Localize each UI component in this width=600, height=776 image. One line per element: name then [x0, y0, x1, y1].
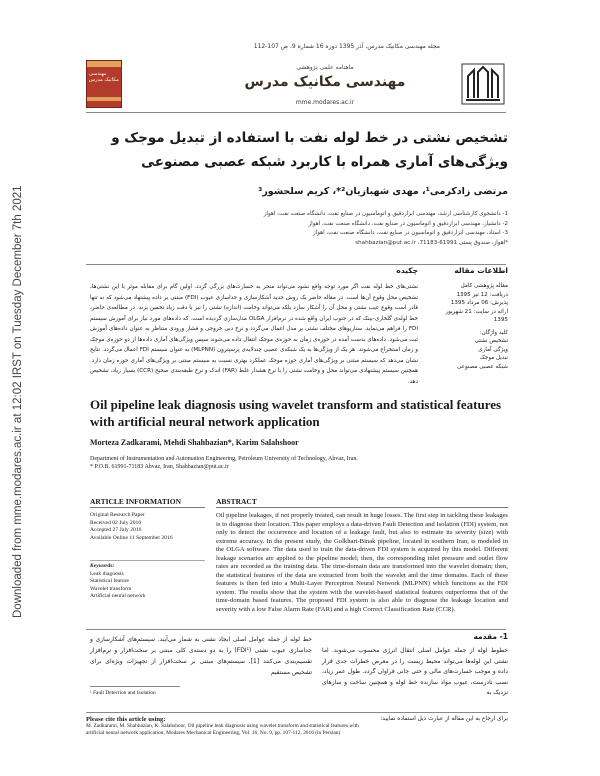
journal-citation-line: مجله مهندسی مکانیک مدرس، آذر 1395 دوره 16 شماره 9، ص 107-112	[253, 43, 440, 50]
english-info-line: Available Online 11 September 2016	[90, 534, 173, 541]
persian-affiliation-2: 2- دانشیار، مهندسی ابزاردقیق و اتوماسیون در صنایع نفت، دانشگاه صنعت نفت، اهواز	[308, 220, 508, 227]
persian-affiliation-3: 3- استاد، مهندسی ابزاردقیق و اتوماسیون در صنایع نفت، دانشگاه صنعت نفت، اهواز	[313, 230, 508, 236]
body-left-column-text: خط لوله از جمله عوامل اصلی ایجاد نشتی به شمار می‌آیند. سیستم‌های آشکارسازی و جداسازی عیوب نشتی (FDI¹) را به دو دسته‌ی کلی مبتنی بر سخت‌افزار و نرم‌افزار تقسیم‌بندی می‌کنند [1]. سیستم‌های مبتنی بر سخت‌افزار از تجهیزات ویژه‌ای برای تشخیص مستقیم	[90, 636, 312, 676]
english-authors: Morteza Zadkarami, Mehdi Shahbazian*, Karim Salahshoor	[90, 438, 299, 447]
persian-affiliations	[90, 210, 508, 248]
persian-keyword: تشخیص نشتی	[474, 338, 508, 344]
english-info-line: Received 02 July 2016	[90, 519, 142, 526]
english-address: * P.O.B. 61991-71183 Ahvaz, Iran, Shahbazian@put.ac.ir	[90, 464, 229, 470]
english-keyword: Leak diagnosis	[90, 570, 124, 577]
section-divider	[86, 264, 506, 265]
journal-type-label: ماهنامه علمی پژوهشی	[296, 64, 354, 71]
persian-article-info	[430, 282, 508, 371]
persian-abstract: نشتی‌های خط لوله نفت اگر مورد توجه واقع نشود می‌تواند منجر به خسارت‌های بزرگی گردد. اولین گام برای مقابله موثر با این نشتی‌ها، تشخیص محل وقوع آن‌ها است. در مقاله حاضر یک روش جدید آشکارسازی و جداسازی عیوب (FDI) مبتنی بر داده پیشنهاد می‌شود که نه تنها قادر است وقوع عیب نشتی و محل آن را آشکار سازد بلکه می‌تواند وخامت (اندازه) نشتی را نیز با دقت زیاد تخمین بزند. در مطالعه‌ی حاضر، خط لوله‌ی گلخاری-بینک که در جنوب ایران واقع شده در نرم‌افزار OLGA مدل‌سازی گردیده است. که داده‌های مورد نیاز برای آموزش سیستم FDI را فراهم می‌نماید. سناریوهای مختلف نشتی بر مدل اعمال می‌گردد و نرخ دبی خروجی و فشار ورودی متناظر به عنوان داده‌های آموزش ثبت می‌شود. داده‌های بدست آمده در حوزه‌ی زمان به حوزه‌ی موجک انتقال داده می‌شوند سپس ویژگی‌های آماری داده‌ها از دو حوزه‌ی موجک و زمان استخراج می‌شوند. هر یک از ویژگی‌ها به یک شبکه‌ی عصبی چندلایه‌ی پرسپترون (MLPNN) به عنوان سیستم FDI اعمال می‌گردد. نتایج نشان می‌دهد که سیستم مبتنی بر ویژگی‌های آماری حوزه موجک عملکرد بهتری نسبت به سیستم مبتنی بر ویژگی‌های آماری حوزه زمان دارد. همچنین سیستم پیشنهادی می‌تواند محل و وخامت نشتی را با نرخ هشدار غلط (FAR) اندک و نرخ طبقه‌بندی صحیح (CCR) بسیار زیاد، تشخیص دهد.	[90, 284, 419, 385]
english-keywords	[90, 560, 205, 601]
journal-name: مهندسی مکانیک مدرس	[244, 74, 406, 90]
english-info-line: Original Research Paper	[90, 512, 145, 518]
university-logo-icon	[460, 62, 506, 106]
introduction-heading: 1- مقدمه	[473, 632, 508, 641]
persian-info-line: دریافت: 12 تیر 1395	[456, 291, 508, 298]
english-affiliation: Department of Instrumentation and Automation Engineering, Petroleum University of Technology, Ahvaz, Iran.	[90, 456, 358, 462]
download-watermark: Downloaded from mme.modares.ac.ir at 12:02 IRST on Tuesday December 7th 2021	[12, 185, 24, 618]
persian-abstract-heading: چکیده	[396, 266, 418, 275]
english-keyword: Artificial neural network	[90, 593, 146, 599]
persian-info-line: مقاله پژوهشی کامل	[460, 283, 508, 289]
persian-keyword: ویژگی آماری	[478, 346, 508, 353]
persian-keyword: شبکه عصبی مصنوعی	[457, 363, 508, 370]
footnote-divider	[90, 686, 180, 687]
body-divider	[86, 629, 506, 630]
header-divider	[86, 112, 506, 113]
persian-citation-heading: برای ارجاع به این مقاله از عبارت ذیل استفاده نمایید:	[380, 716, 508, 722]
citation-heading: Please cite this article using:	[86, 716, 166, 723]
english-abstract: Oil pipeline leakages, if not properly treated, can result in huge losses. The first step in tackling these leakages is to diagnose their location. This paper employs a data-driven Fault Detection and Isolation (FDI) system, not only to detect the occurrence and location of a leakage fault, but also to estimate its severity (size) with extreme accuracy. In the present study, the Golkhari-Binak pipeline, located in southern Iran, is modeled in the OLGA software. The data used to train the data-driven FDI system is acquired by this model. Different leakage scenarios are applied to the pipeline model; then, the corresponding inlet pressure and outlet flow rates are recorded as the training data. The time-domain data are transformed into the wavelet domain; then, the statistical features of the data are extracted from both the wavelet and the time domains. Each of these features is then fed into a Multi-Layer Perceptron Neural Network (MLPNN) which functions as the FDI system. The results show that the system with the wavelet-based statistical features outperforms that of the time-domain based features. The proposed FDI system is also able to diagnose the leakage location and severity with a low False Alarm Rate (FAR) and a high Correct Classification Rate (CCR).	[216, 512, 508, 613]
citation-text: M. Zadkarami, M. Shahbazian, K. Salahshoor, Oil pipeline leak diagnosis using wavelet transform and statistical features with artificial neural network application, Modares Mechanical Engineering, Vol. 16, No. 9, pp. 107-112, 2016 (in Persian)	[86, 723, 359, 736]
footnote: ¹ Fault Detection and Isolation	[90, 690, 156, 696]
english-info-heading: ARTICLE INFORMATION	[90, 497, 205, 508]
journal-url-link[interactable]: mme.modares.ac.ir	[295, 99, 355, 106]
cover-title: مهندسی مکانیک مدرس	[89, 71, 119, 83]
persian-info-line: ارائه در سایت: 21 شهریور 1395	[445, 308, 508, 323]
persian-info-heading: اطلاعات مقاله	[454, 266, 508, 275]
english-abstract-heading: ABSTRACT	[216, 497, 508, 508]
english-affiliation-block	[90, 455, 510, 471]
english-keyword: Statistical feature	[90, 578, 129, 584]
introduction-text: خطوط لوله از جمله عوامل اصلی انتقال انرژی محسوب می‌شوند. اما نشتی این لوله‌ها می‌تواند محیط زیست را در معرض خطرات جدی قرار داده و موجب خسارت‌های مالی و حتی جانی فراوان گردد. طول عمر زیاد، نصب نادرست، عیوب مواد سازنده خط لوله و همچنین ساخت و سازهای نزدیک به	[322, 647, 508, 696]
persian-authors: مرتضی زادکرمی¹، مهدی شهبازیان²*، کریم سلحشور³	[258, 186, 508, 197]
persian-info-line: پذیرش: 06 مرداد 1395	[450, 300, 508, 306]
journal-cover-image	[86, 60, 122, 108]
english-keywords-label: Keywords:	[90, 563, 115, 569]
persian-keyword: تبدیل موجک	[479, 355, 508, 361]
persian-keywords-label: کلید واژگان:	[479, 329, 508, 336]
english-info-line: Accepted 27 July 2016	[90, 527, 142, 533]
persian-affiliation-1: 1- دانشجوی کارشناسی ارشد، مهندسی ابزاردقیق و اتوماسیون در صنایع نفت، دانشگاه صنعت نفت، اهواز	[263, 211, 508, 217]
english-article-info	[90, 512, 205, 542]
persian-title: تشخیص نشتی در خط لوله نفت با استفاده از تبدیل موجک و ویژگی‌های آماری همراه با کاربرد شبکه عصبی مصنوعی	[111, 130, 508, 170]
english-title: Oil pipeline leak diagnosis using wavelet transform and statistical features with artificial neural network application	[90, 397, 502, 429]
english-keyword: Wavelet transform	[90, 585, 132, 592]
persian-corresponding-address: *اهواز، صندوق پستی 61991-71183، shahbazian@put.ac.ir	[355, 239, 508, 246]
